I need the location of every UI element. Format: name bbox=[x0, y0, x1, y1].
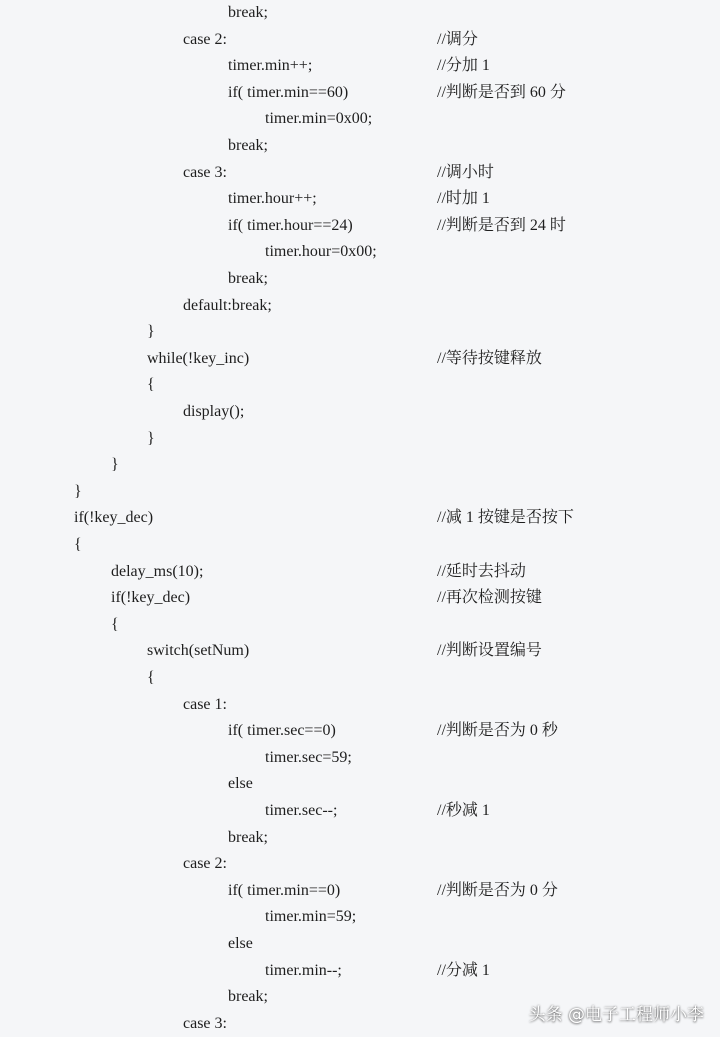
code-text: } bbox=[147, 323, 155, 341]
code-text: if( timer.min==0) bbox=[228, 881, 341, 899]
code-text: while(!key_inc) bbox=[147, 349, 250, 367]
code-text: timer.min=0x00; bbox=[265, 110, 373, 128]
code-text: } bbox=[147, 429, 155, 447]
code-line bbox=[0, 505, 720, 531]
code-text: case 1: bbox=[183, 695, 227, 713]
code-comment: //调小时 bbox=[437, 163, 494, 181]
code-line bbox=[0, 771, 720, 797]
watermark-text: 头条 @电子工程师小李 bbox=[528, 1005, 704, 1025]
code-comment: //分减 1 bbox=[437, 961, 490, 979]
code-comment: //判断是否为 0 秒 bbox=[437, 722, 558, 740]
code-text: break; bbox=[228, 270, 268, 287]
code-text: timer.hour=0x00; bbox=[265, 243, 377, 261]
code-line bbox=[0, 559, 720, 585]
code-text: switch(setNum) bbox=[147, 642, 250, 660]
code-line bbox=[0, 479, 720, 505]
code-comment: //判断是否到 60 分 bbox=[437, 83, 566, 101]
code-line bbox=[0, 798, 720, 824]
code-line bbox=[0, 718, 720, 744]
code-text: case 3: bbox=[183, 163, 227, 181]
code-line bbox=[0, 585, 720, 611]
code-text: if(!key_dec) bbox=[74, 509, 154, 527]
code-text: timer.sec=59; bbox=[265, 748, 352, 766]
code-line bbox=[0, 80, 720, 106]
code-text: if( timer.hour==24) bbox=[228, 216, 353, 234]
code-text: if(!key_dec) bbox=[111, 589, 191, 607]
code-line bbox=[0, 825, 720, 851]
code-text: delay_ms(10); bbox=[111, 562, 204, 580]
code-comment: //再次检测按键 bbox=[437, 589, 542, 607]
code-line bbox=[0, 745, 720, 771]
code-text: case 2: bbox=[183, 855, 227, 873]
code-text: case 3: bbox=[183, 1014, 227, 1032]
code-text: case 2: bbox=[183, 30, 227, 48]
code-comment: //减 1 按键是否按下 bbox=[437, 509, 574, 527]
code-line bbox=[0, 53, 720, 79]
code-text: else bbox=[228, 775, 253, 793]
code-text: timer.min++; bbox=[228, 57, 313, 75]
code-text: break; bbox=[228, 988, 268, 1006]
code-line bbox=[0, 160, 720, 186]
code-line bbox=[0, 266, 720, 292]
code-text: { bbox=[111, 615, 119, 633]
code-text: { bbox=[147, 376, 155, 394]
code-text: else bbox=[228, 935, 253, 952]
code-text: display(); bbox=[183, 403, 245, 420]
code-line bbox=[0, 319, 720, 345]
code-comment: //等待按键释放 bbox=[437, 349, 542, 367]
code-comment: //调分 bbox=[437, 30, 478, 48]
code-line bbox=[0, 452, 720, 478]
code-text: break; bbox=[228, 828, 268, 846]
code-line bbox=[0, 665, 720, 691]
code-line bbox=[0, 293, 720, 319]
code-line bbox=[0, 0, 720, 26]
code-line bbox=[0, 904, 720, 930]
code-line bbox=[0, 851, 720, 877]
code-line bbox=[0, 27, 720, 53]
code-text: break; bbox=[228, 137, 268, 154]
code-line bbox=[0, 186, 720, 212]
code-text: timer.min=59; bbox=[265, 908, 357, 926]
code-text: if( timer.min==60) bbox=[228, 83, 349, 101]
code-comment: //判断设置编号 bbox=[437, 642, 542, 660]
code-text: timer.min--; bbox=[265, 961, 342, 979]
code-line bbox=[0, 399, 720, 425]
code-line bbox=[0, 213, 720, 239]
code-comment: //延时去抖动 bbox=[437, 562, 526, 580]
code-line bbox=[0, 958, 720, 984]
code-line bbox=[0, 239, 720, 265]
code-comment: //时加 1 bbox=[437, 190, 490, 208]
code-text: timer.sec--; bbox=[265, 802, 338, 819]
code-line bbox=[0, 532, 720, 558]
code-line bbox=[0, 692, 720, 718]
code-comment: //分加 1 bbox=[437, 57, 490, 75]
code-line bbox=[0, 931, 720, 957]
code-line bbox=[0, 346, 720, 372]
code-comment: //判断是否到 24 时 bbox=[437, 216, 566, 234]
code-line bbox=[0, 426, 720, 452]
code-text: default:break; bbox=[183, 296, 272, 314]
code-text: } bbox=[74, 482, 82, 500]
code-text: { bbox=[74, 536, 82, 553]
code-line bbox=[0, 133, 720, 159]
code-text: timer.hour++; bbox=[228, 190, 317, 208]
code-text: break; bbox=[228, 4, 268, 21]
code-text: { bbox=[147, 669, 155, 686]
code-comment: //判断是否为 0 分 bbox=[437, 881, 558, 899]
code-line bbox=[0, 106, 720, 132]
code-comment: //秒减 1 bbox=[437, 802, 490, 819]
code-line bbox=[0, 638, 720, 664]
code-line bbox=[0, 372, 720, 398]
code-text: } bbox=[111, 456, 119, 474]
code-text: if( timer.sec==0) bbox=[228, 722, 336, 740]
code-line bbox=[0, 612, 720, 638]
code-line bbox=[0, 878, 720, 904]
